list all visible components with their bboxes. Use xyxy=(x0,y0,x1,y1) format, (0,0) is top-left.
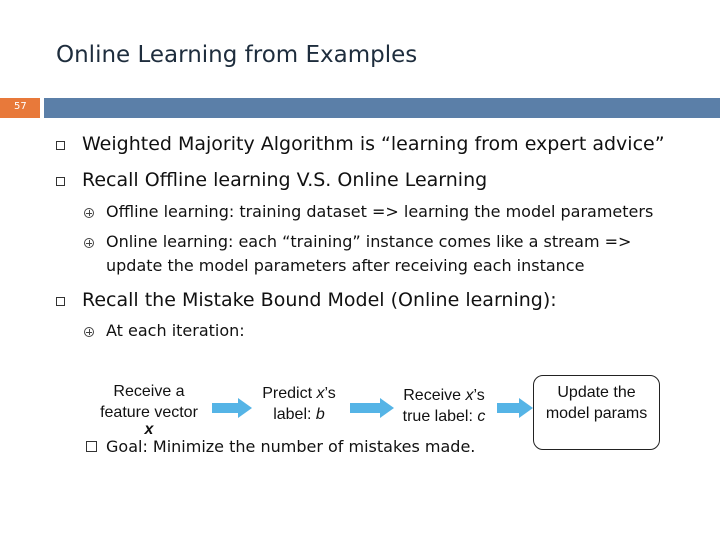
step1-line3: x xyxy=(144,421,154,438)
flow-arrow-2 xyxy=(350,398,394,418)
step4-line1: Update the xyxy=(557,384,636,401)
circle-plus-bullet-icon xyxy=(84,208,94,218)
step2-b: b xyxy=(315,406,325,423)
circle-plus-bullet-icon xyxy=(84,238,94,248)
step3-x: x xyxy=(465,387,474,404)
flow-step-predict xyxy=(250,383,348,425)
step1-line1: Receive a xyxy=(113,383,185,400)
square-bullet-icon xyxy=(56,177,65,186)
flow-arrow-3 xyxy=(497,398,533,418)
slide-title: Online Learning from Examples xyxy=(56,42,418,68)
goal-text: Goal: Minimize the number of mistakes made. xyxy=(106,437,476,456)
step3-label-text: true label: xyxy=(402,408,478,425)
bullet-offline-online: Recall Offline learning V.S. Online Learning xyxy=(82,169,488,191)
slide-number: 57 xyxy=(14,101,27,112)
square-bullet-icon xyxy=(56,141,65,150)
bullet-weighted-majority: Weighted Majority Algorithm is “learning from expert advice” xyxy=(82,133,665,155)
step3-suffix: ’s xyxy=(473,387,485,404)
step3-c: c xyxy=(477,408,486,425)
step2-text: Predict xyxy=(262,385,317,402)
header-bar xyxy=(44,98,720,118)
bullet-mistake-bound: Recall the Mistake Bound Model (Online learning): xyxy=(82,289,557,311)
square-bullet-icon xyxy=(56,297,65,306)
step2-suffix: ’s xyxy=(324,385,336,402)
sub-bullet-offline: Offline learning: training dataset => learning the model parameters xyxy=(106,202,654,221)
flow-step-update xyxy=(533,375,660,450)
circle-plus-bullet-icon xyxy=(84,327,94,337)
checkbox-bullet-icon xyxy=(86,441,97,452)
step2-label-text: label: xyxy=(273,406,316,423)
sub-bullet-online: Online learning: each “training” instance comes like a stream => xyxy=(106,232,632,251)
flow-arrow-1 xyxy=(212,398,252,418)
flow-step-receive-label xyxy=(392,385,496,427)
step3-text: Receive xyxy=(403,387,466,404)
sub-bullet-iteration: At each iteration: xyxy=(106,321,245,340)
sub-bullet-online-continued: update the model parameters after receiving each instance xyxy=(106,256,585,275)
flow-step-receive-feature xyxy=(90,381,208,437)
step1-line2: feature vector xyxy=(100,404,198,421)
step2-x: x xyxy=(316,385,325,402)
step4-line2: model params xyxy=(545,405,648,422)
